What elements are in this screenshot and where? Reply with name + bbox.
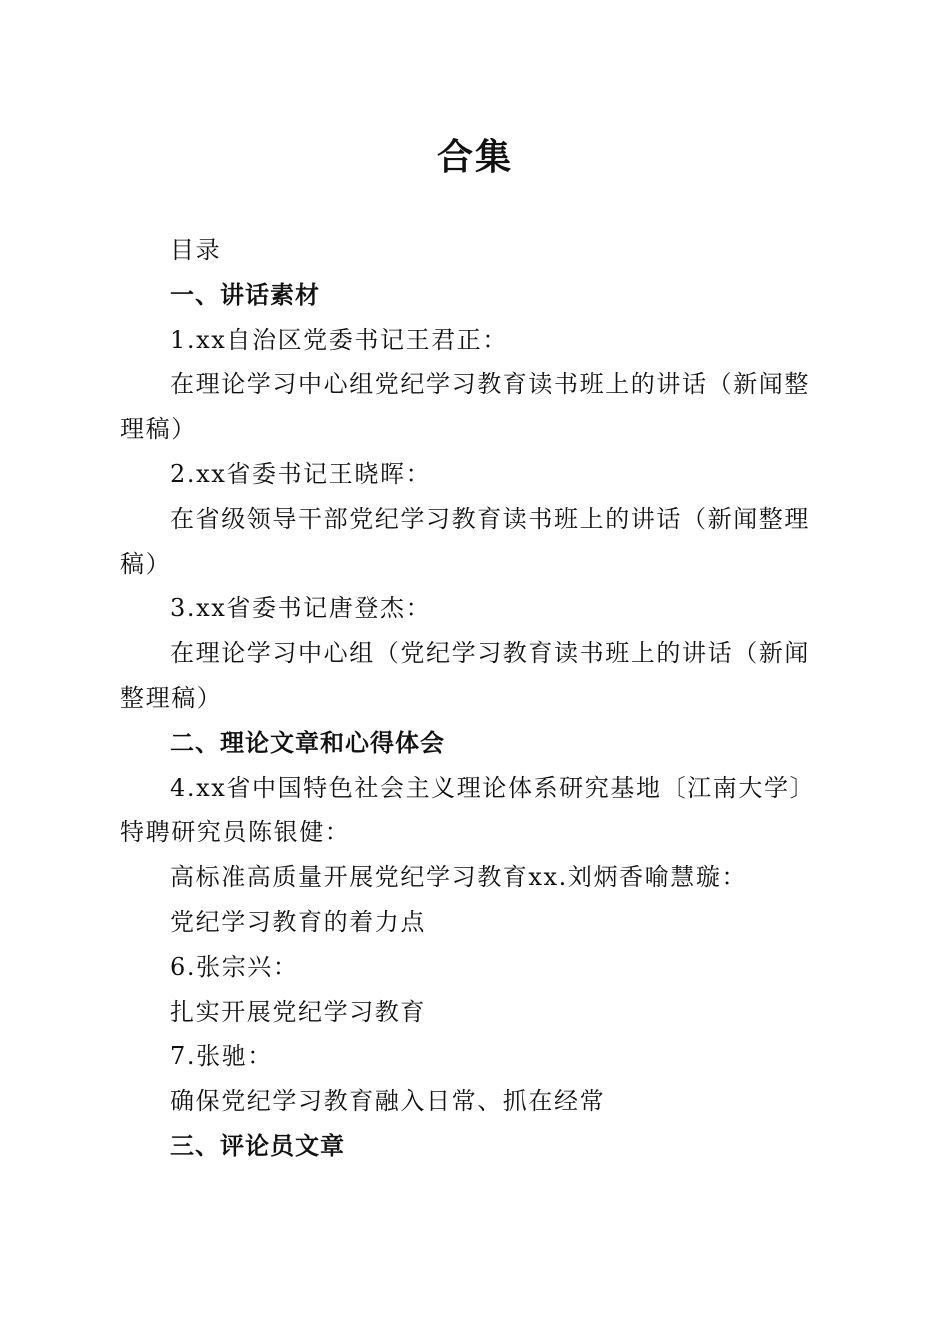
toc-entry: 6.张宗兴： (170, 952, 299, 981)
toc-entry: 确保党纪学习教育融入日常、抓在经常 (170, 1087, 606, 1116)
toc-entry: 1.xx自治区党委书记王君正： (170, 325, 508, 354)
toc-entry: 高标准高质量开展党纪学习教育xx.刘炳香喻慧璇： (170, 863, 748, 892)
document-title: 合集 (436, 136, 513, 178)
toc-entry: 扎实开展党纪学习教育 (170, 997, 426, 1026)
section-heading: 一、讲话素材 (170, 280, 320, 309)
toc-entry: 党纪学习教育的着力点 (170, 907, 426, 936)
toc-label: 目录 (170, 236, 222, 264)
section-heading: 二、理论文章和心得体会 (170, 728, 445, 757)
toc-entry: 3.xx省委书记唐登杰： (170, 594, 432, 623)
toc-content (120, 228, 825, 1169)
toc-entry: 在理论学习中心组党纪学习教育读书班上的讲话（新闻整理稿） (120, 370, 810, 444)
toc-entry: 在省级领导干部党纪学习教育读书班上的讲话（新闻整理稿） (120, 504, 810, 578)
toc-entry: 7.张驰： (170, 1042, 273, 1071)
section-heading: 三、评论员文章 (170, 1131, 345, 1160)
toc-entry: 4.xx省中国特色社会主义理论体系研究基地〔江南大学〕特聘研究员陈银健： (120, 773, 816, 847)
toc-entry: 在理论学习中心组（党纪学习教育读书班上的讲话（新闻整理稿） (120, 639, 810, 712)
toc-entry: 2.xx省委书记王晓晖： (170, 459, 432, 488)
